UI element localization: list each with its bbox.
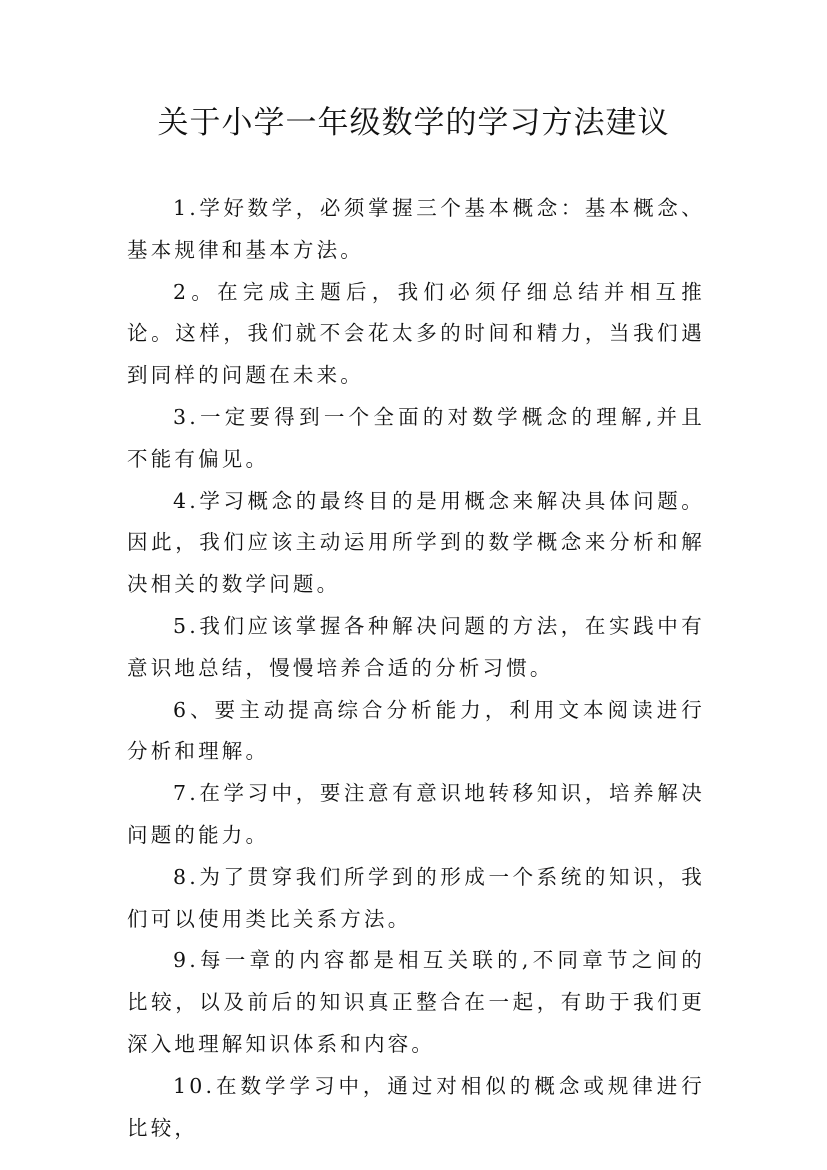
paragraph-5: 5.我们应该掌握各种解决问题的方法，在实践中有意识地总结，慢慢培养合适的分析习惯。 [127,613,705,680]
paragraph-10: 10.在数学学习中，通过对相似的概念或规律进行比较， [127,1073,705,1140]
document-body [127,188,705,1149]
paragraph-7: 7.在学习中，要注意有意识地转移知识，培养解决问题的能力。 [127,781,705,847]
paragraph-1: 1.学好数学，必须掌握三个基本概念：基本概念、基本规律和基本方法。 [127,196,705,262]
page-title: 关于小学一年级数学的学习方法建议 [157,105,670,141]
paragraph-8: 8.为了贯穿我们所学到的形成一个系统的知识，我们可以使用类比关系方法。 [127,864,705,931]
paragraph-6: 6、要主动提高综合分析能力，利用文本阅读进行分析和理解。 [127,697,705,764]
paragraph-9: 9.每一章的内容都是相互关联的,不同章节之间的比较，以及前后的知识真正整合在一起，有助于我们更深入地理解知识体系和内容。 [127,948,705,1056]
paragraph-4: 4.学习概念的最终目的是用概念来解决具体问题。因此，我们应该主动运用所学到的数学概念来分析和解决相关的数学问题。 [127,488,705,597]
paragraph-2: 2。在完成主题后，我们必须仔细总结并相互推论。这样，我们就不会花太多的时间和精力，当我们遇到同样的问题在未来。 [127,279,705,388]
paragraph-3: 3.一定要得到一个全面的对数学概念的理解,并且不能有偏见。 [127,404,705,471]
